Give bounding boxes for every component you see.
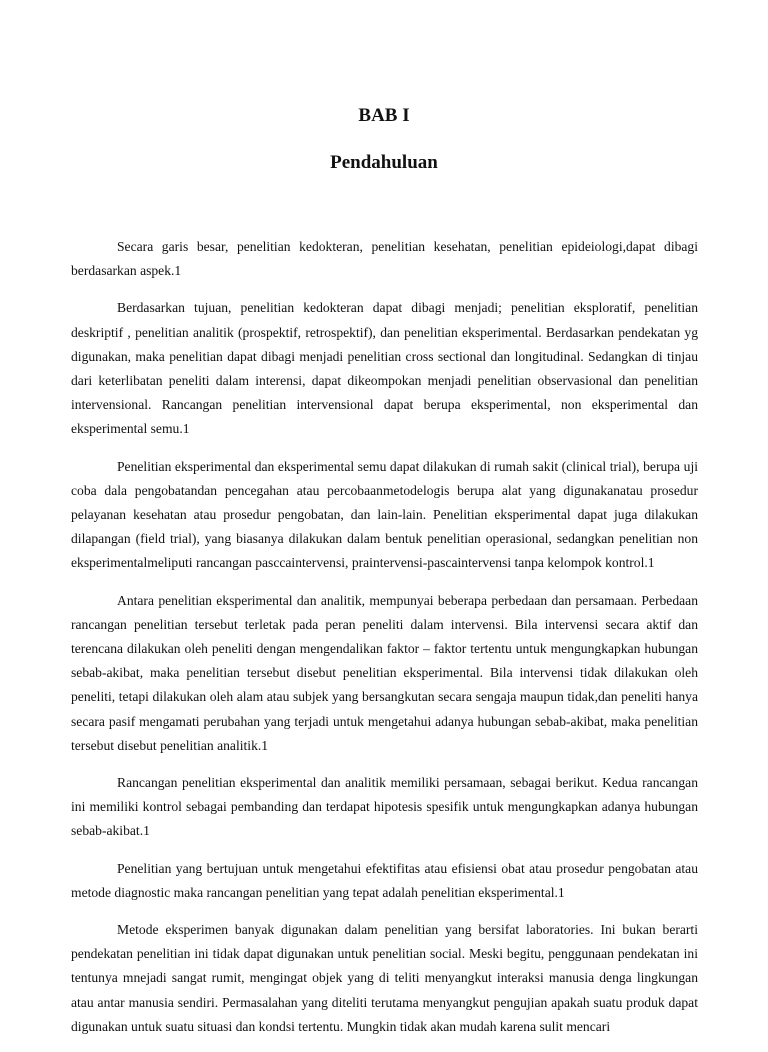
chapter-number: BAB I bbox=[358, 105, 410, 126]
paragraph-4: Antara penelitian eksperimental dan analitik, mempunyai beberapa perbedaan dan persamaan. Perbedaan rancangan penelitian tersebut terletak pada peran peneliti dalam intervensi. Bila intervensi secara aktif dan terencana dilakukan oleh peneliti dengan mengendalikan faktor – faktor tertentu untuk mengungkapkan hubungan sebab-akibat, maka penelitian tersebut disebut penelitian eksperimental. Bila intervensi tidak dilakukan oleh peneliti, tetapi dilakukan oleh alam atau subjek yang bersangkutan secara sengaja maupun tidak,dan peneliti hanya secara pasif mengamati perubahan yang terjadi untuk mengetahui adanya hubungan sebab-akibat, maka penelitian tersebut disebut penelitian analitik.1 bbox=[71, 592, 698, 753]
paragraph-1: Secara garis besar, penelitian kedokteran, penelitian kesehatan, penelitian epideiologi,dapat dibagi berdasarkan aspek.1 bbox=[71, 239, 698, 279]
paragraph-2: Berdasarkan tujuan, penelitian kedokteran dapat dibagi menjadi; penelitian eksploratif, penelitian deskriptif , penelitian analitik (prospektif, retrospektif), dan penelitian eksperimental. Berdasarkan pendekatan yg digunakan, maka penelitian dapat dibagi menjadi penelitian cross sectional dan longitudinal. Sedangkan di tinjau dari keterlibatan peneliti dalam interensi, dapat dikeompokan menjadi penelitian observasional dan penelitian intervensional. Rancangan penelitian intervensional dapat berupa eksperimental, non eksperimental dan eksperimental semu.1 bbox=[71, 300, 698, 437]
chapter-title: Pendahuluan bbox=[330, 152, 438, 173]
paragraph-7: Metode eksperimen banyak digunakan dalam penelitian yang bersifat laboratories. Ini bukan berarti pendekatan penelitian ini tidak dapat digunakan untuk penelitian social. Meski begitu, penggunaan pendekatan ini tentunya mnejadi sangat rumit, mengingat objek yang di teliti menyangkut interaksi manusia denga lingkungan atau antar manusia sendiri. Permasalahan yang diteliti terutama menyangkut pengujian apakah suatu produk dapat digunakan untuk suatu situasi dan kondsi tertentu. Mungkin tidak akan mudah karena sulit mencari bbox=[71, 922, 698, 1034]
paragraph-6: Penelitian yang bertujuan untuk mengetahui efektifitas atau efisiensi obat atau prosedur pengobatan atau metode diagnostic maka rancangan penelitian yang tepat adalah penelitian eksperimental.1 bbox=[71, 860, 698, 900]
body-text bbox=[71, 235, 698, 1052]
paragraph-5: Rancangan penelitian eksperimental dan analitik memiliki persamaan, sebagai berikut. Kedua rancangan ini memiliki kontrol sebagai pembanding dan terdapat hipotesis spesifik untuk mengungkapkan adanya hubungan sebab-akibat.1 bbox=[71, 775, 698, 839]
paragraph-3: Penelitian eksperimental dan eksperimental semu dapat dilakukan di rumah sakit (clinical trial), berupa uji coba dala pengobatandan pencegahan atau percobaanmetodelogis berupa alat yang digunakanatau prosedur pelayanan kesehatan atau prosedur pengobatan, dan lain-lain. Penelitian eksperimental dapat juga dilakukan dilapangan (field trial), yang biasanya dilakukan dalam bentuk penelitian operasional, sedangkan penelitian non eksperimentalmeliputi rancangan pasccaintervensi, praintervensi-pascaintervensi tanpa kelompok kontrol.1 bbox=[71, 458, 698, 571]
